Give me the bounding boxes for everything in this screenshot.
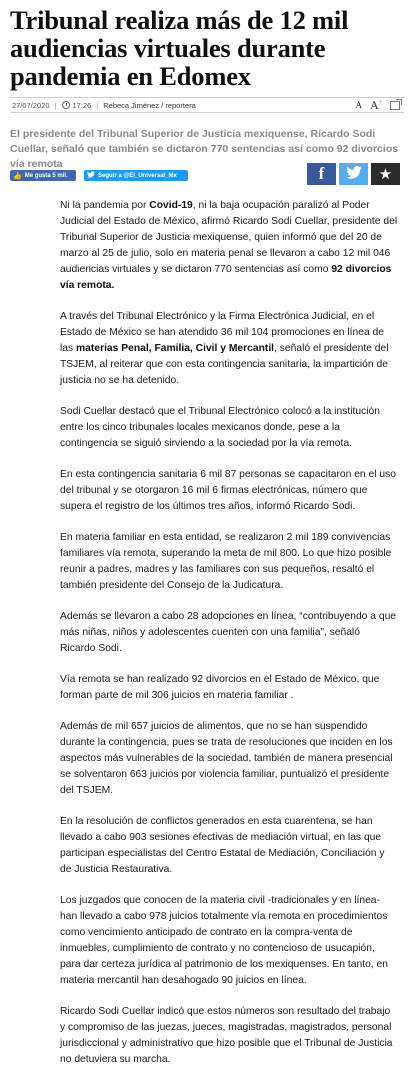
article-summary: El presidente del Tribunal Superior de Justicia mexiquense, Ricardo Sodi Cuellar, señaló que también se dictaron 770 sentencias así como 92 divorcios vía remota xyxy=(10,128,399,170)
article-author[interactable]: Rebeca Jiménez / reportera xyxy=(103,100,196,110)
paragraph: En la resolución de conflictos generados en esta cuarentena, se han llevado a cabo 903 sesiones efectivas de mediación virtual, en las que participan especialistas del Centro Estatal de Mediación, Conciliación y de Justicia Restaurativa. xyxy=(60,816,385,875)
article-tools xyxy=(355,98,404,113)
increase-font-button[interactable]: A+ xyxy=(369,97,382,112)
twitter-bird-icon xyxy=(87,171,95,180)
paragraph: A través del Tribunal Electrónico y la Firma Electrónica Judicial, en el Estado de México se han atendido 36 mil 104 promociones en línea de las materias Penal, Familia, Civil y Mercantil, señaló el presidente del TSJEM, al reiterar que con esta contingencia sanitaria, la impartición de justicia no se ha detenido. xyxy=(60,311,389,386)
clock-icon xyxy=(62,101,70,109)
facebook-like-button[interactable] xyxy=(10,170,76,181)
paragraph: Los juzgados que conocen de la materia civil -tradicionales y en línea- han llevado a cabo 978 juicios totalmente vía remota en procedimientos como vencimiento anticipado de contrato en la compra-venta de inmuebles, cumplimiento de contrato y no contencioso de usucapión, para dar certeza jurídica al patrimonio de los mexiquenses. En tanto, en materia mercantil han desahogado 90 juicios en línea. xyxy=(60,895,388,986)
paragraph: Vía remota se han realizado 92 divorcios en el Estado de México, que forman parte de mil 306 juicios en materia familiar . xyxy=(60,674,380,701)
thumbs-up-icon: 👍 xyxy=(13,172,22,180)
paragraph: Ricardo Sodi Cuellar indicó que estos números son resultado del trabajo y compromiso de las juezas, jueces, magistradas, magistrados, personal jurisdiccional y administrativo que hizo posible que el Tribunal de Justicia no detuviera su marcha. xyxy=(60,1006,393,1065)
facebook-share-button[interactable] xyxy=(307,163,336,185)
twitter-follow-button[interactable] xyxy=(84,170,188,181)
article-date: 27/07/2020 xyxy=(12,100,50,110)
meta-separator: | xyxy=(96,100,99,110)
favorite-button[interactable] xyxy=(371,163,400,185)
font-plus-icon: + xyxy=(378,99,382,106)
follow-label: Seguir a @El_Universal_Mx xyxy=(98,172,177,179)
meta-separator: | xyxy=(54,100,57,110)
twitter-share-button[interactable] xyxy=(339,163,368,185)
paragraph: En materia familiar en esta entidad, se realizaron 2 mil 189 convivencias familiares vía remota, superando la meta de mil 800. Lo que hizo posible reunir a padres, madres y las familiares con sus pequeños, resaltó el también presidente del Consejo de la Judicatura. xyxy=(60,532,392,591)
decrease-font-button[interactable]: A xyxy=(355,100,362,110)
twitter-icon xyxy=(346,166,362,182)
article-time: 17:26 xyxy=(72,100,92,110)
paragraph: Sodi Cuellar destacó que el Tribunal Electrónico colocó a la institución entre los cinco tribunales locales mexicanos donde, pese a la contingencia se siguió sirviendo a la sociedad por la vía remota. xyxy=(60,406,380,449)
paragraph: Ni la pandemia por Covid-19, ni la baja ocupación paralizó al Poder Judicial del Estado de México, afirmó Ricardo Sodi Cuellar, presidente del Tribunal Superior de Justicia mexiquense, quien informó que del 20 de marzo al 25 de julio, solo en materia penal se llevaron a cabo 12 mil 046 audiencias virtuales y se dictaron 770 sentencias así como 92 divorcios vía remota. xyxy=(60,200,398,291)
article-headline: Tribunal realiza más de 12 mil audiencias virtuales durante pandemia en Edomex xyxy=(10,5,349,91)
article-meta-bar xyxy=(10,97,404,113)
like-label: Me gusta 5 mil. xyxy=(24,172,68,179)
paragraph: Además se llevaron a cabo 28 adopciones en línea, “contribuyendo a que más niñas, niños y adolescentes cuenten con una familia”, señaló Ricardo Sodi. xyxy=(60,611,397,654)
social-bar xyxy=(10,163,404,185)
share-external-icon[interactable] xyxy=(390,101,400,110)
star-icon: ★ xyxy=(378,166,393,183)
facebook-icon: f xyxy=(318,164,325,183)
paragraph: Además de mil 657 juicios de alimentos, que no se han suspendido durante la contingencia, pues se trata de resoluciones que inciden en los aspectos más vulnerables de la sociedad, también de manera presencial se solventaron 663 juicios por violencia familiar, puntualizó el presidente del TSJEM. xyxy=(60,721,393,796)
paragraph: En esta contingencia sanitaria 6 mil 87 personas se capacitaron en el uso del tribunal y se otorgaron 16 mil 6 firmas electrónicas, número que supera el registro de los últimos tres años, informó Ricardo Sodi. xyxy=(60,469,396,512)
article-body xyxy=(60,198,398,1083)
